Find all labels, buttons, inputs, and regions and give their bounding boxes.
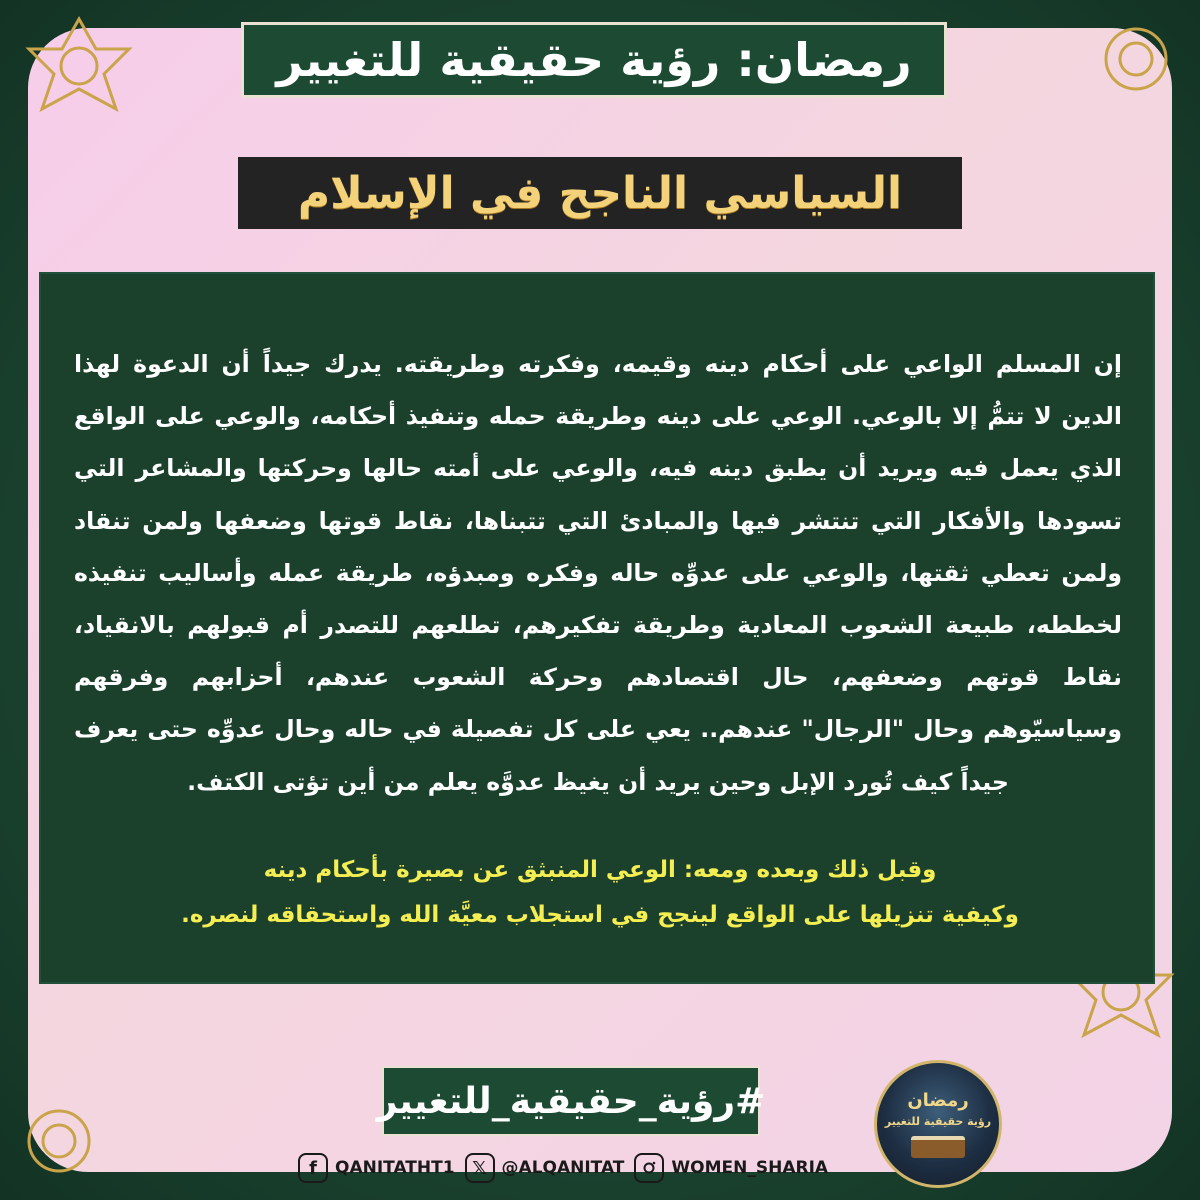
- instagram-link[interactable]: [634, 1153, 828, 1183]
- instagram-handle: WOMEN_SHARIA: [671, 1158, 829, 1178]
- instagram-icon: [634, 1153, 664, 1183]
- x-link[interactable]: [465, 1153, 625, 1183]
- logo-subtitle: رؤية حقيقية للتغيير: [884, 1115, 992, 1128]
- corner-ornament-top-right: [1046, 4, 1196, 154]
- highlight-line-1: وقبل ذلك وبعده ومعه: الوعي المنبثق عن بصيرة بأحكام دينه: [263, 857, 937, 883]
- highlight-line-2: وكيفية تنزيلها على الواقع لينجح في استجلاب معيَّة الله واستحقاقه لنصره.: [181, 902, 1019, 928]
- x-handle: @ALQANITAT: [501, 1158, 625, 1178]
- body-paragraph-container: [74, 338, 1122, 808]
- hashtag-label: #رؤية_حقيقية_للتغيير: [382, 1066, 760, 1136]
- page-title: رمضان: رؤية حقيقية للتغيير: [241, 22, 947, 98]
- facebook-icon: f: [298, 1153, 328, 1183]
- facebook-link[interactable]: [298, 1153, 455, 1183]
- book-icon: [911, 1136, 965, 1158]
- page-subtitle: السياسي الناجح في الإسلام: [238, 157, 962, 229]
- ramadan-logo: [874, 1060, 1002, 1188]
- corner-ornament-top-left: [4, 4, 154, 154]
- social-links: [298, 1148, 828, 1188]
- facebook-handle: QANITATHT1: [335, 1158, 455, 1178]
- logo-title: رمضان: [907, 1090, 969, 1111]
- corner-ornament-bottom-left: [4, 1046, 154, 1196]
- body-paragraph: إن المسلم الواعي على أحكام دينه وقيمه، وفكرته وطريقته. يدرك جيداً أن الدعوة لهذا الدين لا تتمُّ إلا بالوعي. الوعي على دينه وطريقة حمله وتنفيذ أحكامه، والوعي على الواقع الذي يعمل فيه ويريد أن يطبق دينه فيه، والوعي على أمته حالها وحركتها والمشاعر التي تسودها والأفكار التي تنتشر فيها والمبادئ التي تتبناها، نقاط قوتها وضعفها ولمن تنقاد ولمن تعطي ثقتها، والوعي على عدوِّه حاله وفكره ومبدؤه، طريقة عمله وأساليب تنفيذه لخططه، طبيعة الشعوب المعادية وطريقة تفكيرهم، تطلعهم للتصدر أم قبولهم بالانقياد، نقاط قوتهم وضعفهم، حال اقتصادهم وحركة الشعوب عندهم، أحزابهم وفرقهم وسياسيّوهم وحال "الرجال" عندهم.. يعي على كل تفصيلة في حاله وحال عدوِّه حتى يعرف جيداً كيف تُورد الإبل وحين يريد أن يغيظ عدوَّه يعلم من أين تؤتى الكتف.: [74, 350, 1122, 796]
- x-icon: 𝕏: [465, 1153, 495, 1183]
- highlight-block: [140, 848, 1060, 938]
